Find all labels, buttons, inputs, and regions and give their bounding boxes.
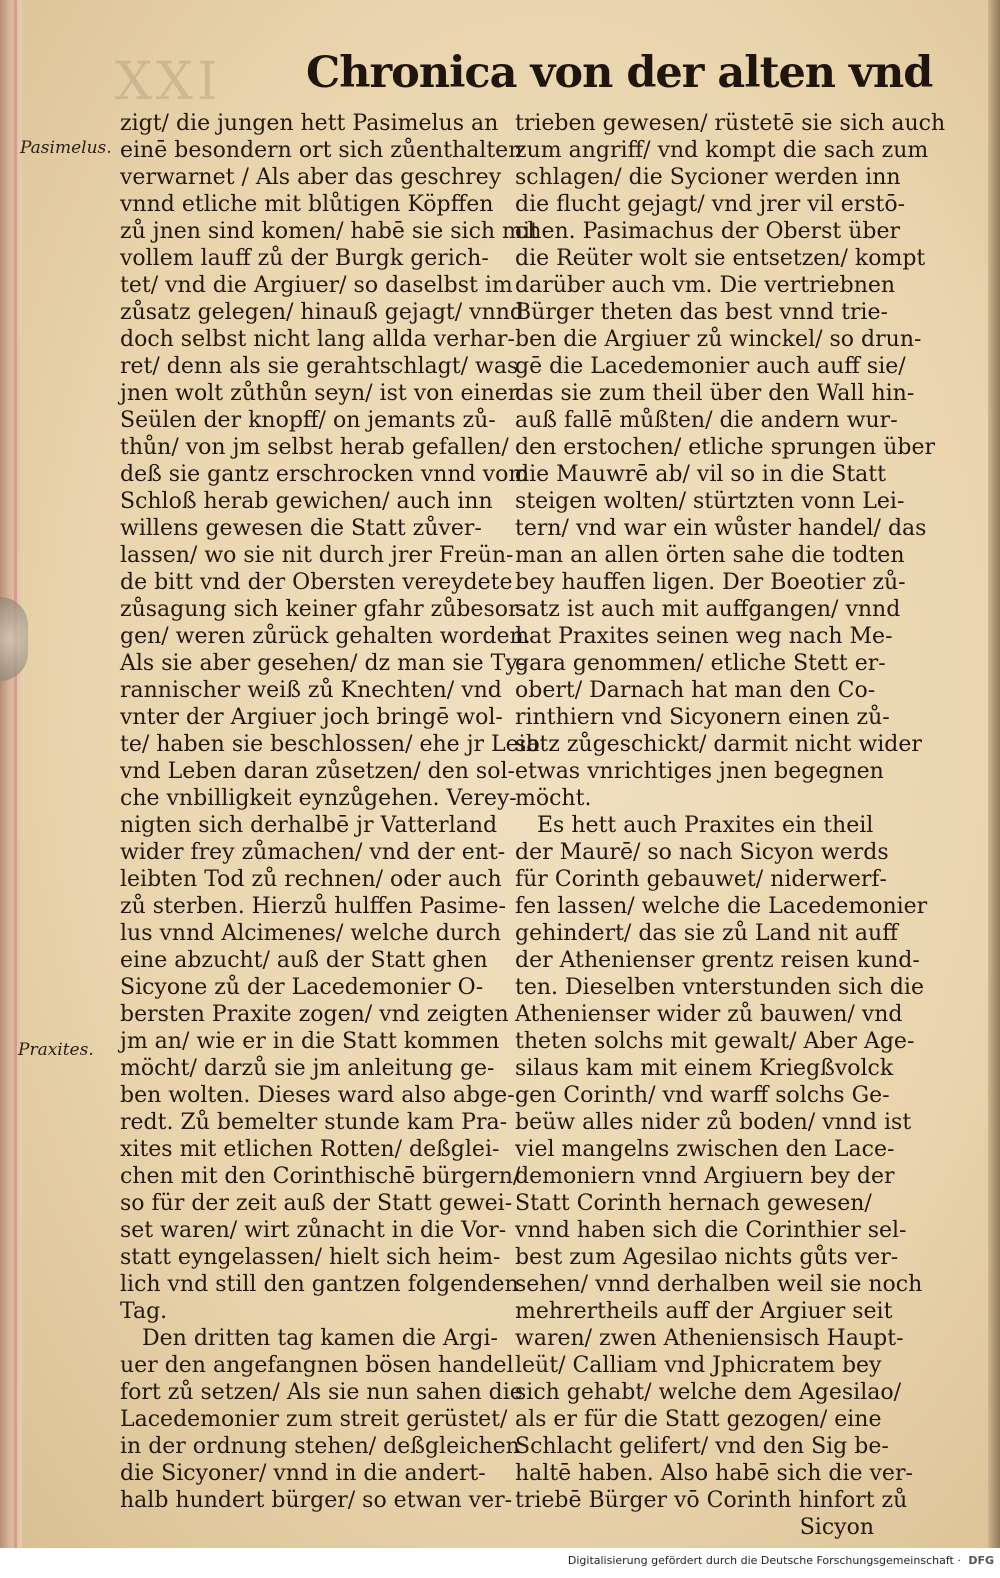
text-line: jm an/ wie er in die Statt kommen [120,1029,500,1054]
text-line: Es hett auch Praxites ein theil [537,813,874,838]
text-line: gen/ weren zůrück gehalten worden. [120,624,531,649]
text-line: Tag. [120,1299,168,1324]
text-line: theten solchs mit gewalt/ Aber Age‑ [515,1029,915,1054]
text-line: zůsagung sich keiner gfahr zůbesor‑ [120,597,526,622]
text-line: ben die Argiuer zů winckel/ so drun‑ [515,327,922,352]
text-line: xites mit etlichen Rotten/ deßglei‑ [120,1137,500,1162]
text-line: einē besondern ort sich zůenthalten [120,138,523,163]
text-line: auß fallē můßten/ die andern wur‑ [515,408,898,433]
text-line: rannischer weiß zů Knechten/ vnd [120,678,502,703]
right-text-column [515,110,946,1541]
text-line: zů jnen sind komen/ habē sie sich mit [120,219,539,244]
text-line: so für der zeit auß der Statt gewei‑ [120,1191,513,1216]
text-line: der Maurē/ so nach Sicyon werds [515,840,889,865]
text-line: zum angriff/ vnd kompt die sach zum [515,138,929,163]
text-line: Schloß herab gewichen/ auch inn [120,489,493,514]
left-text-column [120,110,540,1514]
text-line: deß sie gantz erschrocken vnnd vom [120,462,530,487]
text-line: hat Praxites seinen weg nach Me‑ [515,624,893,649]
text-line: für Corinth gebauwet/ niderwerf‑ [515,867,887,892]
text-line: Seülen der knopff/ on jemants zů‑ [120,408,496,433]
text-line: de bitt vnd der Obersten vereydete [120,570,513,595]
text-line: best zum Agesilao nichts gůts ver‑ [515,1245,899,1270]
text-line: ben wolten. Dieses ward also abge‑ [120,1083,515,1108]
text-line: vnter der Argiuer joch bringē wol‑ [120,705,503,730]
text-line: das sie zum theil über den Wall hin‑ [515,381,915,406]
text-line: als er für die Statt gezogen/ eine [515,1407,882,1432]
text-line: vollem lauff zů der Burgk gerich‑ [120,246,489,271]
digitization-credit: Digitalisierung gefördert durch die Deutsche Forschungsgemeinschaft · DFG [567,1554,994,1567]
text-line: man an allen örten sahe die todten [515,543,905,568]
text-line: tet/ vnd die Argiuer/ so daselbst im [120,273,513,298]
text-line: zůsatz gelegen/ hinauß gejagt/ vnnd [120,300,524,325]
text-line: tern/ vnd war ein wůster handel/ das [515,516,927,541]
text-line: die flucht gejagt/ vnd jrer vil erstō‑ [515,192,906,217]
text-line: eine abzucht/ auß der Statt ghen [120,948,488,973]
text-line: lich vnd still den gantzen folgenden [120,1272,519,1297]
text-line: schlagen/ die Sycioner werden inn [515,165,901,190]
text-line: gē die Lacedemonier auch auff sie/ [515,354,906,379]
binding-clip [0,597,28,681]
text-line: trieben gewesen/ rüstetē sie sich auch [515,111,946,136]
text-line: Als sie aber gesehen/ dz man sie Ty‑ [120,651,526,676]
dfg-logo: DFG [968,1554,994,1567]
margin-note-praxites: Praxites. [18,1040,94,1060]
text-line: sich gehabt/ welche dem Agesilao/ [515,1380,901,1405]
text-line: redt. Zů bemelter stunde kam Pra‑ [120,1110,508,1135]
text-line: haltē haben. Also habē sich die ver‑ [515,1461,913,1486]
text-line: chen mit den Corinthischē bürgern/ [120,1164,521,1189]
text-line: set waren/ wirt zůnacht in die Vor‑ [120,1218,507,1243]
page-right-edge [988,0,1000,1548]
text-line: beüw alles nider zů boden/ vnnd ist [515,1110,912,1135]
text-line: fort zů setzen/ Als sie nun sahen die [120,1380,523,1405]
text-line: te/ haben sie beschlossen/ ehe jr Leib [120,732,540,757]
text-line: steigen wolten/ stürtzten vonn Lei‑ [515,489,905,514]
text-line: lus vnnd Alcimenes/ welche durch [120,921,502,946]
text-line: silaus kam mit einem Kriegßvolck [515,1056,894,1081]
text-line: vnd Leben daran zůsetzen/ den sol‑ [120,759,515,784]
text-line: Statt Corinth hernach gewesen/ [515,1191,872,1216]
text-line: Lacedemonier zum streit gerüstet/ [120,1407,508,1432]
text-line: gen Corinth/ vnd warff solchs Ge‑ [515,1083,890,1108]
text-line: leibten Tod zů rechnen/ oder auch [120,867,502,892]
text-line: uer den angefangnen bösen handel [120,1353,514,1378]
text-line: den erstochen/ etliche sprungen über [515,435,935,460]
text-line: ret/ denn als sie gerahtschlagt/ was [120,354,519,379]
text-line: leüt/ Calliam vnd Jphicratem bey [515,1353,882,1378]
text-line: der Athenienser grentz reisen kund‑ [515,948,920,973]
text-line: satz zůgeschickt/ darmit nicht wider [515,732,922,757]
text-line: Athenienser wider zů bauwen/ vnd [515,1002,903,1027]
text-line: thůn/ von jm selbst herab gefallen/ [120,435,509,460]
text-line: zů sterben. Hierzů hulffen Pasime‑ [120,894,506,919]
text-line: waren/ zwen Atheniensisch Haupt‑ [515,1326,904,1351]
text-line: mehrertheils auff der Argiuer seit [515,1299,893,1324]
text-line: die Sicyoner/ vnnd in die andert‑ [120,1461,486,1486]
text-line: Sicyone zů der Lacedemonier O‑ [120,975,484,1000]
text-line: darüber auch vm. Die vertriebnen [515,273,896,298]
text-line: sehen/ vnnd derhalben weil sie noch [515,1272,923,1297]
text-line: viel mangelns zwischen den Lace‑ [515,1137,895,1162]
text-line: möcht/ darzů sie jm anleitung ge‑ [120,1056,495,1081]
text-line: halb hundert bürger/ so etwan ver‑ [120,1488,513,1513]
text-line: gara genommen/ etliche Stett er‑ [515,651,886,676]
text-line: demoniern vnnd Argiuern bey der [515,1164,895,1189]
margin-note-pasimelus: Pasimelus. [20,138,112,158]
text-line: Den dritten tag kamen die Argi‑ [142,1326,498,1351]
text-line: Sicyon [799,1515,874,1540]
text-line: lassen/ wo sie nit durch jrer Freün‑ [120,543,514,568]
credit-text: Digitalisierung gefördert durch die Deutsche Forschungsgemeinschaft [567,1554,954,1567]
text-line: die Reüter wolt sie entsetzen/ kompt [515,246,926,271]
text-line: die Mauwrē ab/ vil so in die Statt [515,462,886,487]
text-line: möcht. [515,786,592,811]
text-line: vnnd haben sich die Corinthier sel‑ [515,1218,907,1243]
text-line: triebē Bürger vō Corinth hinfort zů [515,1488,908,1513]
text-line: wider frey zůmachen/ vnd der ent‑ [120,840,506,865]
text-line: che vnbilligkeit eynzůgehen. Verey‑ [120,786,517,811]
text-line: jnen wolt zůthůn seyn/ ist von einer [120,381,519,406]
text-line: etwas vnrichtiges jnen begegnen [515,759,884,784]
text-line: obert/ Darnach hat man den Co‑ [515,678,876,703]
text-line: satz ist auch mit auffgangen/ vnnd [515,597,901,622]
text-line: rinthiern vnd Sicyonern einen zů‑ [515,705,890,730]
text-line: ten. Dieselben vnterstunden sich die [515,975,924,1000]
text-line: verwarnet / Als aber das geschrey [120,165,502,190]
text-line: Bürger theten das best vnnd trie‑ [515,300,888,325]
running-header: Chronica von der alten vnd [306,48,933,98]
text-line: gehindert/ das sie zů Land nit auff [515,921,898,946]
text-line: Schlacht gelifert/ vnd den Sig be‑ [515,1434,889,1459]
bleed-through-text: XXI [115,52,222,112]
text-line: zigt/ die jungen hett Pasimelus an [120,111,499,136]
text-line: willens gewesen die Statt zůver‑ [120,516,482,541]
text-line: bersten Praxite zogen/ vnd zeigten [120,1002,509,1027]
text-line: doch selbst nicht lang allda verhar‑ [120,327,515,352]
text-line: fen lassen/ welche die Lacedemonier [515,894,928,919]
text-line: bey hauffen ligen. Der Boeotier zů‑ [515,570,906,595]
text-line: in der ordnung stehen/ deßgleichen [120,1434,520,1459]
page-left-edge [0,0,22,1548]
text-line: statt eyngelassen/ hielt sich heim‑ [120,1245,501,1270]
text-line: chen. Pasimachus der Oberst über [515,219,901,244]
text-line: nigten sich derhalbē jr Vatterland [120,813,498,838]
text-line: vnnd etliche mit blůtigen Köpffen [120,192,494,217]
